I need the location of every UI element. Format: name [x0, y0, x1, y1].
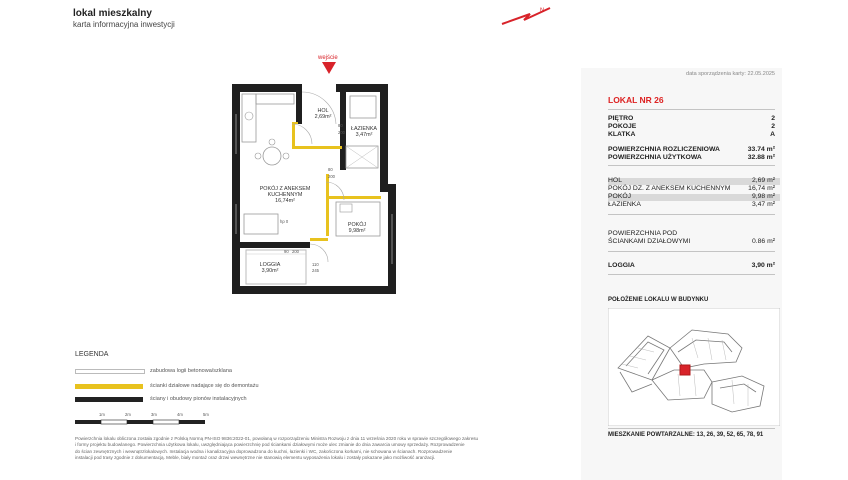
unit-number: LOKAL NR 26	[608, 95, 664, 105]
room-row-value: 16,74 m²	[748, 185, 775, 192]
room-row-label: POKÓJ	[608, 193, 632, 200]
dim-label: 80	[328, 167, 333, 172]
entrance-arrow-icon	[322, 62, 336, 74]
repeat-units: MIESZKANIE POWTARZALNE: 13, 26, 39, 52, 65, 78, 91	[608, 432, 764, 438]
prop-value: A	[770, 131, 775, 138]
prop-label: PIĘTRO	[608, 115, 634, 122]
under-walls-label: POWIERZCHNIA POD	[608, 230, 678, 237]
loggia-value: 3,90 m²	[751, 262, 775, 269]
prop-label: KLATKA	[608, 131, 636, 138]
room-row-label: ŁAZIENKA	[608, 201, 641, 208]
date-label: data sporządzenia karty: 22.05.2025	[686, 71, 775, 77]
building-location-map	[608, 308, 780, 426]
legend-title: LEGENDA	[75, 351, 109, 358]
room-row-value: 9,98 m²	[751, 193, 775, 200]
legend-swatch-glass	[75, 369, 145, 374]
footer-line: instalacji pod trasy zgodnie z dokumentacją. Meble, biały montaż oraz drzwi wewnętrzne nie stanowią elementu wyposażenia lokalu i zostały pokazane jako możliwość aranżacji.	[75, 455, 436, 461]
area-value: 33.74 m²	[747, 146, 775, 153]
footer-note	[75, 436, 505, 462]
room-loggia-label: LOGGIA 3,90m²	[259, 262, 281, 275]
under-walls-value: 0.86 m²	[751, 238, 775, 245]
legend-text: ściany i obudowy pionów instalacyjnych	[150, 396, 247, 402]
dim-label: hp 0	[280, 219, 289, 224]
location-title: POŁOŻENIE LOKALU W BUDYNKU	[608, 297, 709, 303]
dim-label: 200	[328, 174, 335, 179]
brand-logo	[500, 4, 552, 26]
prop-value: 2	[771, 123, 775, 130]
page-subtitle: karta informacyjna inwestycji	[73, 20, 175, 29]
area-value: 32.88 m²	[747, 154, 775, 161]
under-walls-label: ŚCIANKAMI DZIAŁOWYMI	[608, 238, 691, 245]
scale-label: 1m	[99, 412, 105, 417]
legend-text: ścianki działowe nadające się do demontażu	[150, 383, 259, 389]
legend-text: zabudowa logii betonowa/szklana	[150, 368, 232, 374]
scale-label: 4m	[177, 412, 183, 417]
room-bathroom-label: ŁAZIENKA 3,47m²	[350, 126, 378, 139]
scale-label: 3m	[151, 412, 157, 417]
room-hol-label: HOL 2,69m²	[314, 108, 332, 121]
room-living-label: POKÓJ Z ANEKSEM KUCHENNYM 16,74m²	[259, 186, 311, 205]
footer-line: Powierzchnia lokalu obliczona została zgodnie z Polską Normą PN-ISO 9836:2022-01, powołaną w rozporządzeniu Ministra Rozwoju z dnia 11 września 2020 roku w sprawie szczegółowego zakresu	[75, 436, 479, 441]
room-row-label: HOL	[608, 177, 622, 184]
area-label: POWIERZCHNIA ROZLICZENIOWA	[608, 146, 720, 153]
dim-label: 80	[338, 123, 343, 128]
room-row-label: POKÓJ DZ. Z ANEKSEM KUCHENNYM	[608, 185, 731, 192]
footer-line: do ścian zewnętrznych i wewnątrzlokalowych. Instalacja wodna i kanalizacyjna doprowadzona do kuchni, łazienki i WC, zakończona korkami, nie schowana w ścianach. Rozprowadzenie	[75, 448, 453, 454]
dim-label: 200	[292, 249, 299, 254]
legend-swatch-black	[75, 397, 143, 402]
dim-label: 200	[338, 130, 345, 135]
prop-value: 2	[771, 115, 775, 122]
room-row-value: 3,47 m²	[751, 201, 775, 208]
loggia-label: LOGGIA	[608, 262, 635, 269]
footer-line: i formy projektu budowlanego. Powierzchnia użytkowa lokalu, uwzględniająca powierzchnię pod ściankami działowymi może ulec zmianie do dnia zawarcia umowy sprzedaży. Rozprowadzenie	[75, 442, 465, 448]
entrance-label: wejście	[318, 55, 338, 61]
svg-text:N: N	[540, 8, 545, 14]
room-row-value: 2,69 m²	[751, 177, 775, 184]
scale-label: 5m	[203, 412, 209, 417]
room-bedroom-label: POKÓJ 9,98m²	[347, 222, 367, 235]
prop-label: POKOJE	[608, 123, 637, 130]
page-title: lokal mieszkalny	[73, 8, 152, 19]
area-label: POWIERZCHNIA UŻYTKOWA	[608, 154, 702, 161]
dim-label: 245	[312, 268, 319, 273]
legend-swatch-yellow	[75, 384, 143, 389]
scale-label: 2m	[125, 412, 131, 417]
dim-label: 90	[284, 249, 289, 254]
info-panel	[581, 68, 782, 480]
dim-label: 110	[312, 262, 319, 267]
